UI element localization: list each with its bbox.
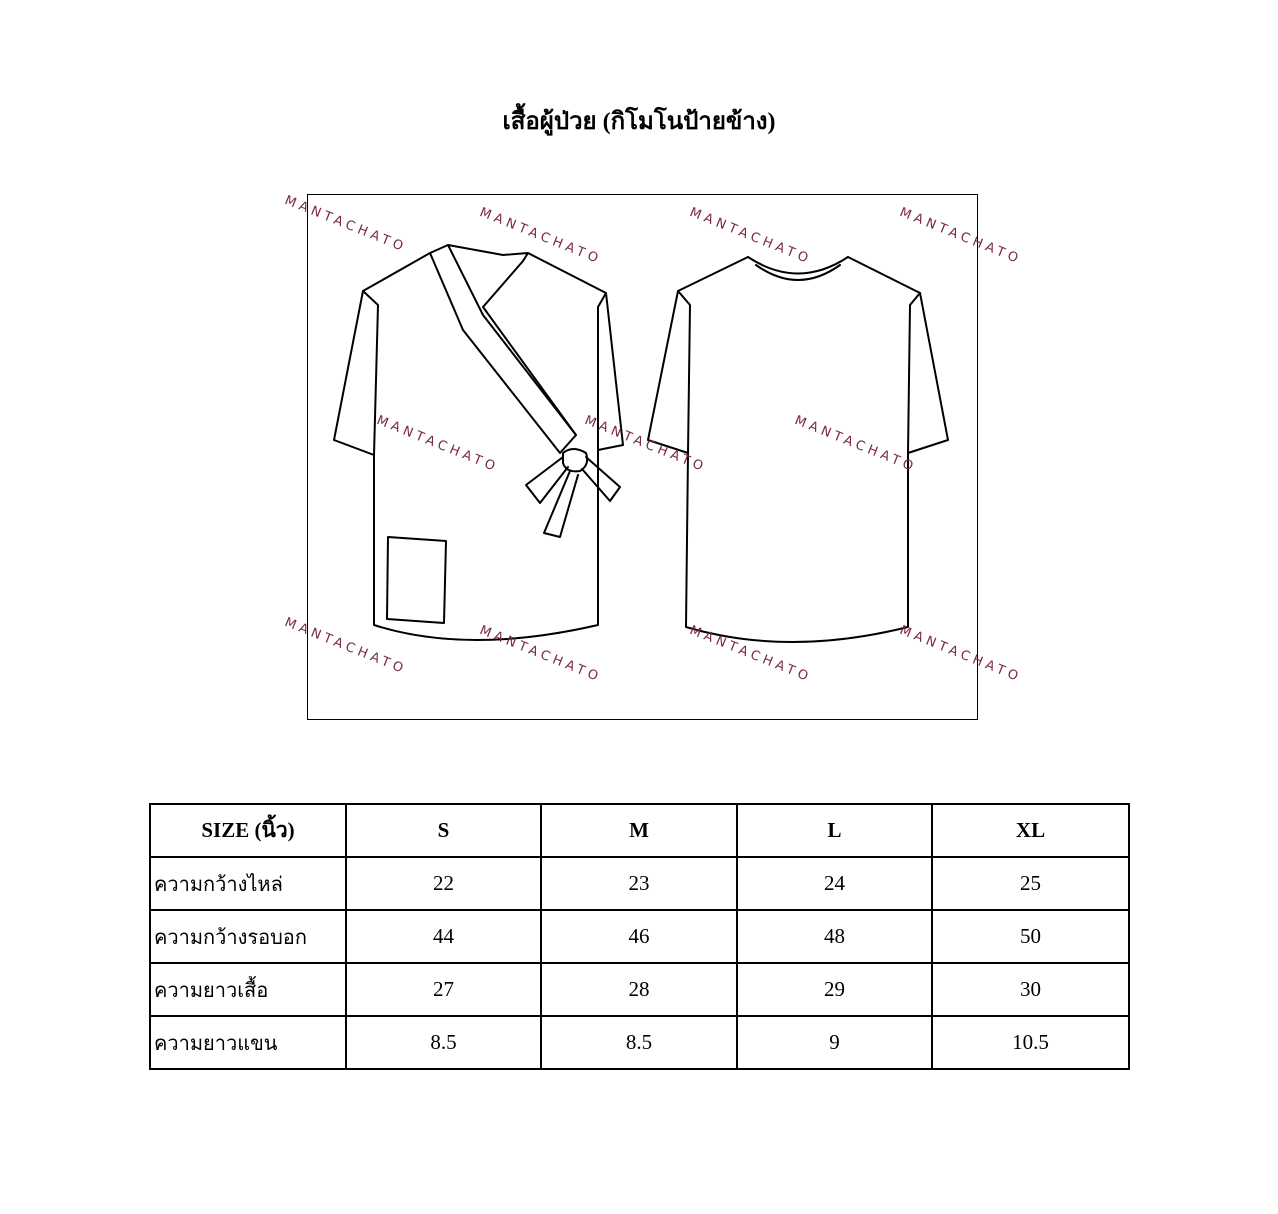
watermark-text: MANTACHATO (374, 413, 501, 476)
header-size-s: S (346, 804, 541, 857)
front-shirt (334, 245, 623, 640)
table-cell: 8.5 (541, 1016, 737, 1069)
table-cell: 48 (737, 910, 932, 963)
table-cell: 50 (932, 910, 1129, 963)
row-label: ความกว้างรอบอก (150, 910, 346, 963)
table-cell: 23 (541, 857, 737, 910)
header-size-m: M (541, 804, 737, 857)
table-header-row (150, 804, 1129, 857)
watermark-text: MANTACHATO (792, 413, 919, 476)
watermark-text: MANTACHATO (687, 623, 814, 686)
watermark-text: MANTACHATO (897, 205, 1024, 268)
table-cell: 22 (346, 857, 541, 910)
table-cell: 28 (541, 963, 737, 1016)
watermark-text: MANTACHATO (282, 615, 409, 678)
table-row (150, 910, 1129, 963)
header-size-l: L (737, 804, 932, 857)
table-cell: 25 (932, 857, 1129, 910)
table-row (150, 1016, 1129, 1069)
back-shirt (648, 257, 948, 642)
watermark-text: MANTACHATO (477, 623, 604, 686)
row-label: ความยาวแขน (150, 1016, 346, 1069)
header-size-xl: XL (932, 804, 1129, 857)
page-title: เสื้อผู้ป่วย (กิโมโนป้ายข้าง) (502, 109, 776, 135)
table-cell: 44 (346, 910, 541, 963)
watermark-text: MANTACHATO (582, 413, 709, 476)
watermark-text: MANTACHATO (897, 623, 1024, 686)
table-row (150, 963, 1129, 1016)
watermark-text: MANTACHATO (282, 193, 409, 256)
row-label: ความยาวเสื้อ (150, 963, 346, 1016)
table-cell: 29 (737, 963, 932, 1016)
table-cell: 30 (932, 963, 1129, 1016)
garment-illustration (282, 193, 1024, 720)
table-row (150, 857, 1129, 910)
header-size-unit: SIZE (นิ้ว) (150, 804, 346, 857)
row-label: ความกว้างไหล่ (150, 857, 346, 910)
size-chart-table (149, 803, 1130, 1070)
table-cell: 24 (737, 857, 932, 910)
table-cell: 9 (737, 1016, 932, 1069)
table-cell: 8.5 (346, 1016, 541, 1069)
table-cell: 27 (346, 963, 541, 1016)
watermark-text: MANTACHATO (687, 205, 814, 268)
table-cell: 10.5 (932, 1016, 1129, 1069)
watermark-text: MANTACHATO (477, 205, 604, 268)
table-cell: 46 (541, 910, 737, 963)
